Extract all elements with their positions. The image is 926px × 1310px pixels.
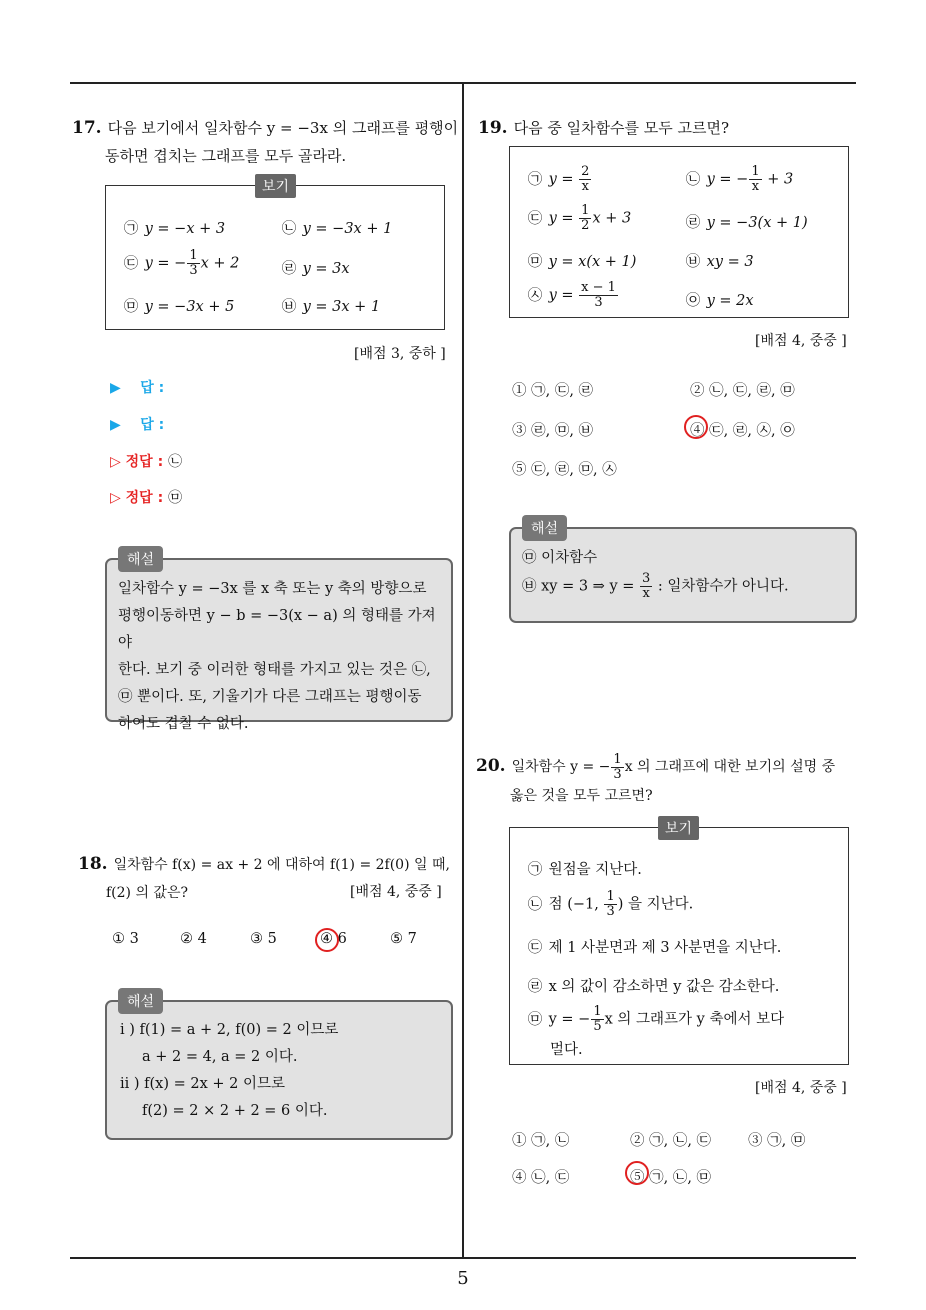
choice-5[interactable]: ⑤ 7 (390, 931, 417, 947)
question-text-line1: 다음 중 일차함수를 모두 고르면? (513, 119, 730, 137)
fraction: $\frac{3}{x}$ (642, 571, 651, 601)
choice-2[interactable]: ② ㉡, ㉢, ㉣, ㉤ (690, 383, 795, 399)
bogi-item: ㉠ y = −x + 3 (123, 221, 226, 237)
choice-5[interactable]: ⑤ ㉠, ㉡, ㉤ (630, 1170, 712, 1186)
answer-row: ▶ 답 : (110, 417, 165, 433)
score-label: [배점 4, 중중 ] (350, 884, 442, 900)
option-item: ㉦ y = $\frac{x - 1}{3}$ (527, 280, 616, 310)
question-number: 19. (478, 118, 508, 138)
choice-2[interactable]: ② 4 (180, 931, 207, 947)
bogi-item: ㉣ y = 3x (281, 261, 350, 277)
question-number: 20. (476, 756, 506, 776)
question-text-line1: 다음 보기에서 일차함수 y = −3x 의 그래프를 평행이 (107, 119, 459, 137)
fraction: $\frac{1}{3}$ (613, 751, 622, 782)
explanation-tag: 해설 (522, 515, 567, 541)
selected-answer-circle (625, 1161, 649, 1185)
choice-3[interactable]: ③ ㉣, ㉤, ㉥ (512, 423, 594, 439)
bogi-item: ㉣ x 의 값이 감소하면 y 값은 감소한다. (527, 979, 780, 995)
fraction: $\frac{1}{5}$ (593, 1004, 602, 1034)
option-item: ㉡ y = − $\frac{1}{x}$ + 3 (685, 164, 794, 194)
bogi-item: ㉤ y = −3x + 5 (123, 299, 235, 315)
selected-answer-circle (684, 415, 708, 439)
option-item: ㉣ y = −3(x + 1) (685, 215, 808, 231)
option-item: ㉠ y = $\frac{2}{x}$ (527, 164, 590, 194)
fraction: $\frac{1}{3}$ (189, 248, 198, 278)
choice-1[interactable]: ① ㉠, ㉢, ㉣ (512, 383, 594, 399)
bogi-item: ㉤ y = − $\frac{1}{5}$ x 의 그래프가 y 축에서 보다 (527, 1004, 785, 1034)
explanation-text: 일차함수 y = −3x 를 x 축 또는 y 축의 방향으로 평행이동하면 y − b = −3(x − a) 의 형태를 가져야 한다. 보기 중 이러한 형태를 가지고 있는 것은 ㉡, ㉤ 뿐이다. 또, 기울기가 다른 그래프는 평행이동 하여도 겹칠 수 없다. (118, 581, 436, 732)
question-19 (478, 114, 858, 142)
selected-answer-circle (315, 928, 339, 952)
correct-answer-row: ▷ 정답 : ㉡ (110, 454, 183, 470)
question-20: 20. 일차함수 y = − $\frac{1}{3}$ x 의 그래프에 대한 보기의 설명 중 옳은 것을 모두 고르면? (476, 752, 861, 810)
question-text-line2: f(2) 의 값은? (106, 885, 188, 901)
question-text-line1: 일차함수 f(x) = ax + 2 에 대하여 f(1) = 2f(0) 일 때, (113, 857, 450, 873)
choice-2[interactable]: ② ㉠, ㉡, ㉢ (630, 1133, 712, 1149)
bottom-rule (70, 1257, 856, 1259)
choice-3[interactable]: ③ 5 (250, 931, 277, 947)
question-17 (72, 114, 462, 170)
fraction: $\frac{1}{2}$ (581, 203, 590, 233)
question-text-line2: 동하면 겹치는 그래프를 모두 골라라. (105, 147, 347, 165)
choice-1[interactable]: ① 3 (112, 931, 139, 947)
explanation-tag: 해설 (118, 546, 163, 572)
choice-5[interactable]: ⑤ ㉢, ㉣, ㉤, ㉦ (512, 462, 617, 478)
bogi-item: ㉡ 점 (−1, $\frac{1}{3}$ ) 을 지난다. (527, 889, 694, 919)
bogi-tag: 보기 (255, 174, 296, 198)
choice-1[interactable]: ① ㉠, ㉡ (512, 1133, 570, 1149)
bogi-item: ㉥ y = 3x + 1 (281, 299, 381, 315)
option-item: ㉢ y = $\frac{1}{2}$ x + 3 (527, 203, 632, 233)
bogi-item: ㉠ 원점을 지난다. (527, 862, 642, 878)
fraction: $\frac{x - 1}{3}$ (581, 280, 616, 310)
fraction: $\frac{1}{x}$ (751, 164, 760, 194)
fraction: $\frac{2}{x}$ (581, 164, 590, 194)
correct-answer-row: ▷ 정답 : ㉤ (110, 490, 183, 506)
choice-4[interactable]: ④ ㉢, ㉣, ㉦, ㉧ (690, 423, 795, 439)
bogi-tag: 보기 (658, 816, 699, 840)
question-number: 18. (78, 854, 108, 874)
score-label: [배점 4, 중중 ] (755, 333, 847, 349)
choice-4[interactable]: ④ ㉡, ㉢ (512, 1170, 570, 1186)
page-number: 5 (457, 1268, 469, 1289)
fraction: $\frac{1}{3}$ (606, 889, 615, 919)
score-label: [배점 3, 중하 ] (354, 346, 446, 362)
option-item: ㉤ y = x(x + 1) (527, 254, 637, 270)
explanation-tag: 해설 (118, 988, 163, 1014)
bogi-item: ㉢ 제 1 사분면과 제 3 사분면을 지난다. (527, 940, 782, 956)
question-text-line2: 옳은 것을 모두 고르면? (510, 787, 653, 804)
choice-3[interactable]: ③ ㉠, ㉤ (748, 1133, 806, 1149)
answer-row: ▶ 답 : (110, 380, 165, 396)
bogi-item-continued: 멀다. (550, 1042, 583, 1058)
explanation-text: i ) f(1) = a + 2, f(0) = 2 이므로 a + 2 = 4, a = 2 이다. ii ) f(x) = 2x + 2 이므로 f(2) = 2 × 2 + 2 = 6 이다. (120, 1022, 339, 1119)
choice-4[interactable]: ④ 6 (320, 931, 347, 947)
explanation-text: ㉤ 이차함수 ㉥ xy = 3 ⇒ y = $\frac{3}{x}$ : 일차함수가 아니다. (522, 550, 789, 601)
option-item: ㉧ y = 2x (685, 293, 754, 309)
option-item: ㉥ xy = 3 (685, 254, 754, 270)
column-divider (462, 83, 464, 1258)
bogi-item: ㉢ y = − $\frac{1}{3}$ x + 2 (123, 248, 240, 278)
bogi-item: ㉡ y = −3x + 1 (281, 221, 393, 237)
score-label: [배점 4, 중중 ] (755, 1080, 847, 1096)
question-number: 17. (72, 118, 102, 138)
